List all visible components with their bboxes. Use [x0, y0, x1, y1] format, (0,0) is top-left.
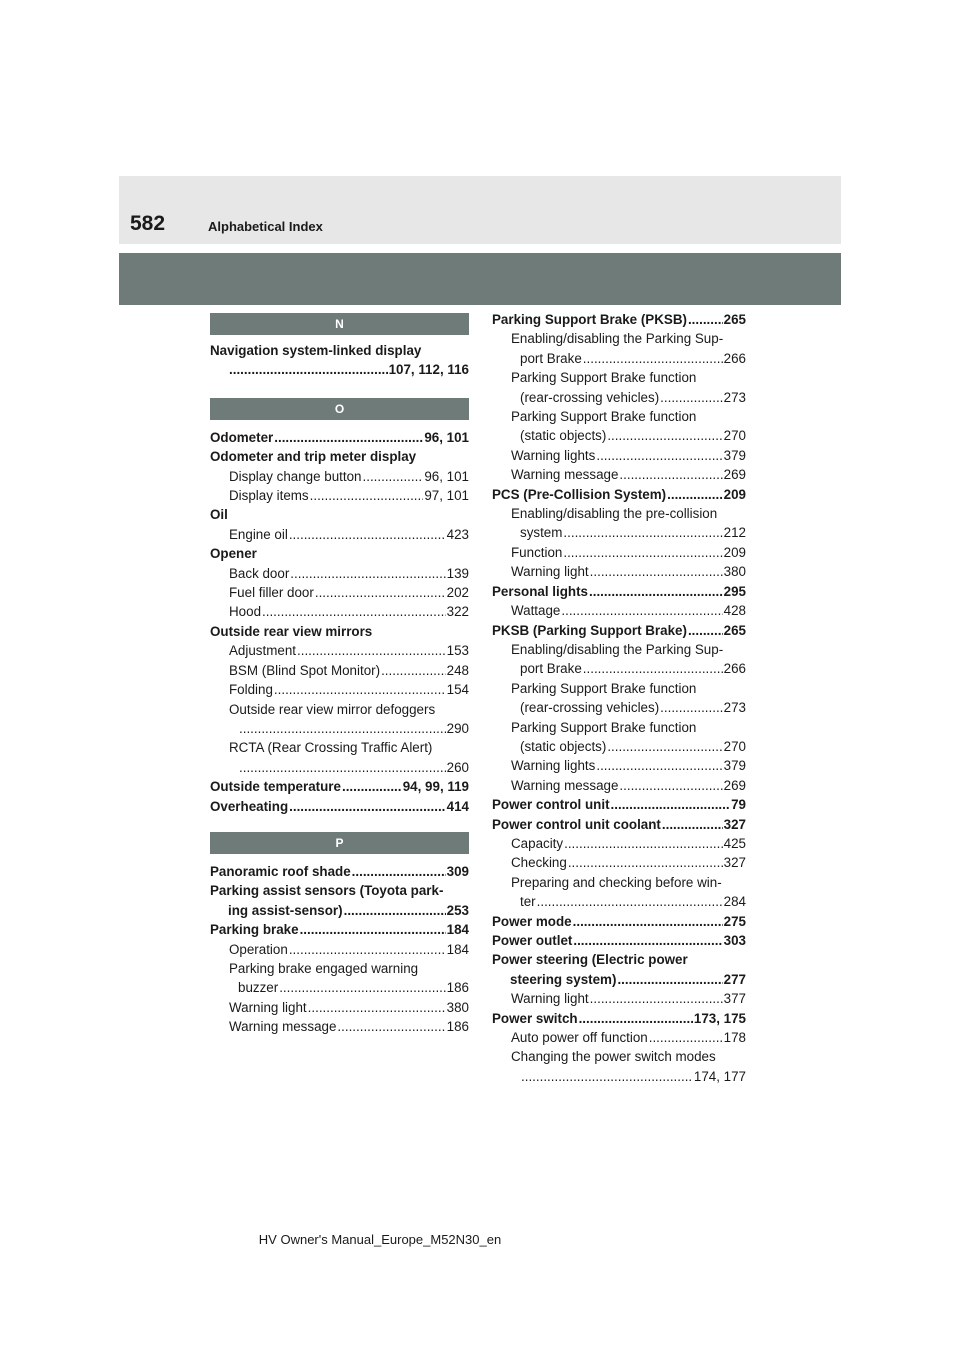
index-subentry: Parking brake engaged warning — [229, 960, 419, 976]
index-subentry: Warning light ..... 380 — [210, 998, 469, 1017]
index-subentry: Warning lights ..... 379 — [492, 446, 746, 465]
index-subentry: Enabling/disabling the Parking Sup- — [511, 331, 724, 347]
index-subentry: Fuel filler door ..... 202 — [210, 583, 469, 602]
index-subentry: Warning message ..... 269 — [492, 776, 746, 795]
index-subentry: Display change button ..... 96, 101 — [210, 467, 469, 486]
index-entry: Power control unit ..... 79 — [492, 795, 746, 814]
index-subentry: Capacity ..... 425 — [492, 834, 746, 853]
index-entry: PCS (Pre-Collision System) ..... 209 — [492, 485, 746, 504]
section-title: Alphabetical Index — [208, 219, 323, 234]
index-subentry: Warning light ..... 380 — [492, 562, 746, 581]
index-subentry: Parking Support Brake function — [511, 719, 697, 735]
index-entry: ..... 107, 112, 116 — [210, 360, 469, 379]
page-number: 582 — [130, 212, 166, 235]
index-entry: Overheating ..... 414 — [210, 797, 469, 816]
index-subentry: Back door ..... 139 — [210, 564, 469, 583]
letter-heading-n: N — [210, 313, 469, 335]
index-entry: steering system) ..... 277 — [492, 970, 746, 989]
index-subentry: Operation ..... 184 — [210, 940, 469, 959]
index-subentry: Wattage ..... 428 — [492, 601, 746, 620]
index-subentry: Warning message ..... 186 — [210, 1017, 469, 1036]
index-subentry: (rear-crossing vehicles) ..... 273 — [492, 698, 746, 717]
index-subentry: Enabling/disabling the Parking Sup- — [511, 641, 724, 657]
index-entry: Odometer ..... 96, 101 — [210, 428, 469, 447]
index-entry: PKSB (Parking Support Brake) ..... 265 — [492, 621, 746, 640]
header-bar — [119, 253, 841, 305]
index-subentry: ..... 174, 177 — [492, 1067, 746, 1086]
index-subentry: Auto power off function ..... 178 — [492, 1028, 746, 1047]
index-entry: Navigation system-linked display — [210, 343, 422, 358]
index-entry: Opener — [210, 546, 257, 562]
index-subentry: BSM (Blind Spot Monitor) ..... 248 — [210, 661, 469, 680]
index-subentry: Checking ..... 327 — [492, 853, 746, 872]
index-entry: Oil — [210, 507, 228, 523]
index-entry: Panoramic roof shade ..... 309 — [210, 862, 469, 881]
index-entry: Power outlet ..... 303 — [492, 931, 746, 950]
index-entry: Parking Support Brake (PKSB) ..... 265 — [492, 310, 746, 329]
index-entry: Power mode ..... 275 — [492, 912, 746, 931]
index-subentry: Parking Support Brake function — [511, 370, 697, 386]
index-subentry: ..... 260 — [210, 758, 469, 777]
index-subentry: Function ..... 209 — [492, 543, 746, 562]
index-subentry: port Brake ..... 266 — [492, 349, 746, 368]
index-entry: Power control unit coolant ..... 327 — [492, 815, 746, 834]
footer-manual-id: HV Owner's Manual_Europe_M52N30_en — [258, 1232, 502, 1247]
index-subentry: Warning lights ..... 379 — [492, 756, 746, 775]
index-subentry: Engine oil ..... 423 — [210, 525, 469, 544]
index-subentry: (static objects) ..... 270 — [492, 737, 746, 756]
index-subentry: (static objects) ..... 270 — [492, 426, 746, 445]
index-subentry: Display items ..... 97, 101 — [210, 486, 469, 505]
index-subentry: RCTA (Rear Crossing Traffic Alert) — [229, 740, 433, 756]
index-subentry: Folding ..... 154 — [210, 680, 469, 699]
index-entry: Parking brake ..... 184 — [210, 920, 469, 939]
index-subentry: Parking Support Brake function — [511, 409, 697, 425]
index-entry: Outside rear view mirrors — [210, 623, 373, 639]
index-subentry: port Brake ..... 266 — [492, 659, 746, 678]
index-entry: Outside temperature ..... 94, 99, 119 — [210, 777, 469, 796]
index-subentry: Preparing and checking before win- — [511, 874, 722, 890]
index-subentry: Warning message ..... 269 — [492, 465, 746, 484]
index-subentry: ter ..... 284 — [492, 892, 746, 911]
index-entry: Power switch ..... 173, 175 — [492, 1009, 746, 1028]
index-subentry: Hood ..... 322 — [210, 602, 469, 621]
index-column-right — [492, 310, 746, 1086]
letter-heading-p: P — [210, 832, 469, 854]
index-subentry: Enabling/disabling the pre-collision — [511, 506, 718, 522]
index-subentry: buzzer ..... 186 — [210, 978, 469, 997]
index-entry: Odometer and trip meter display — [210, 449, 417, 465]
index-subentry: Warning light ..... 377 — [492, 989, 746, 1008]
index-subentry: Changing the power switch modes — [511, 1049, 716, 1065]
index-subentry: Parking Support Brake function — [511, 680, 697, 696]
index-subentry: (rear-crossing vehicles) ..... 273 — [492, 388, 746, 407]
index-subentry: ..... 290 — [210, 719, 469, 738]
index-subentry: system ..... 212 — [492, 523, 746, 542]
index-subentry: Outside rear view mirror defoggers — [229, 701, 436, 717]
letter-heading-o: O — [210, 398, 469, 420]
index-entry: Parking assist sensors (Toyota park- — [210, 883, 444, 899]
index-entry: ing assist-sensor) ..... 253 — [210, 901, 469, 920]
index-entry: Personal lights ..... 295 — [492, 582, 746, 601]
index-column-left — [210, 313, 469, 1037]
index-entry: Power steering (Electric power — [492, 952, 688, 968]
index-subentry: Adjustment ..... 153 — [210, 641, 469, 660]
